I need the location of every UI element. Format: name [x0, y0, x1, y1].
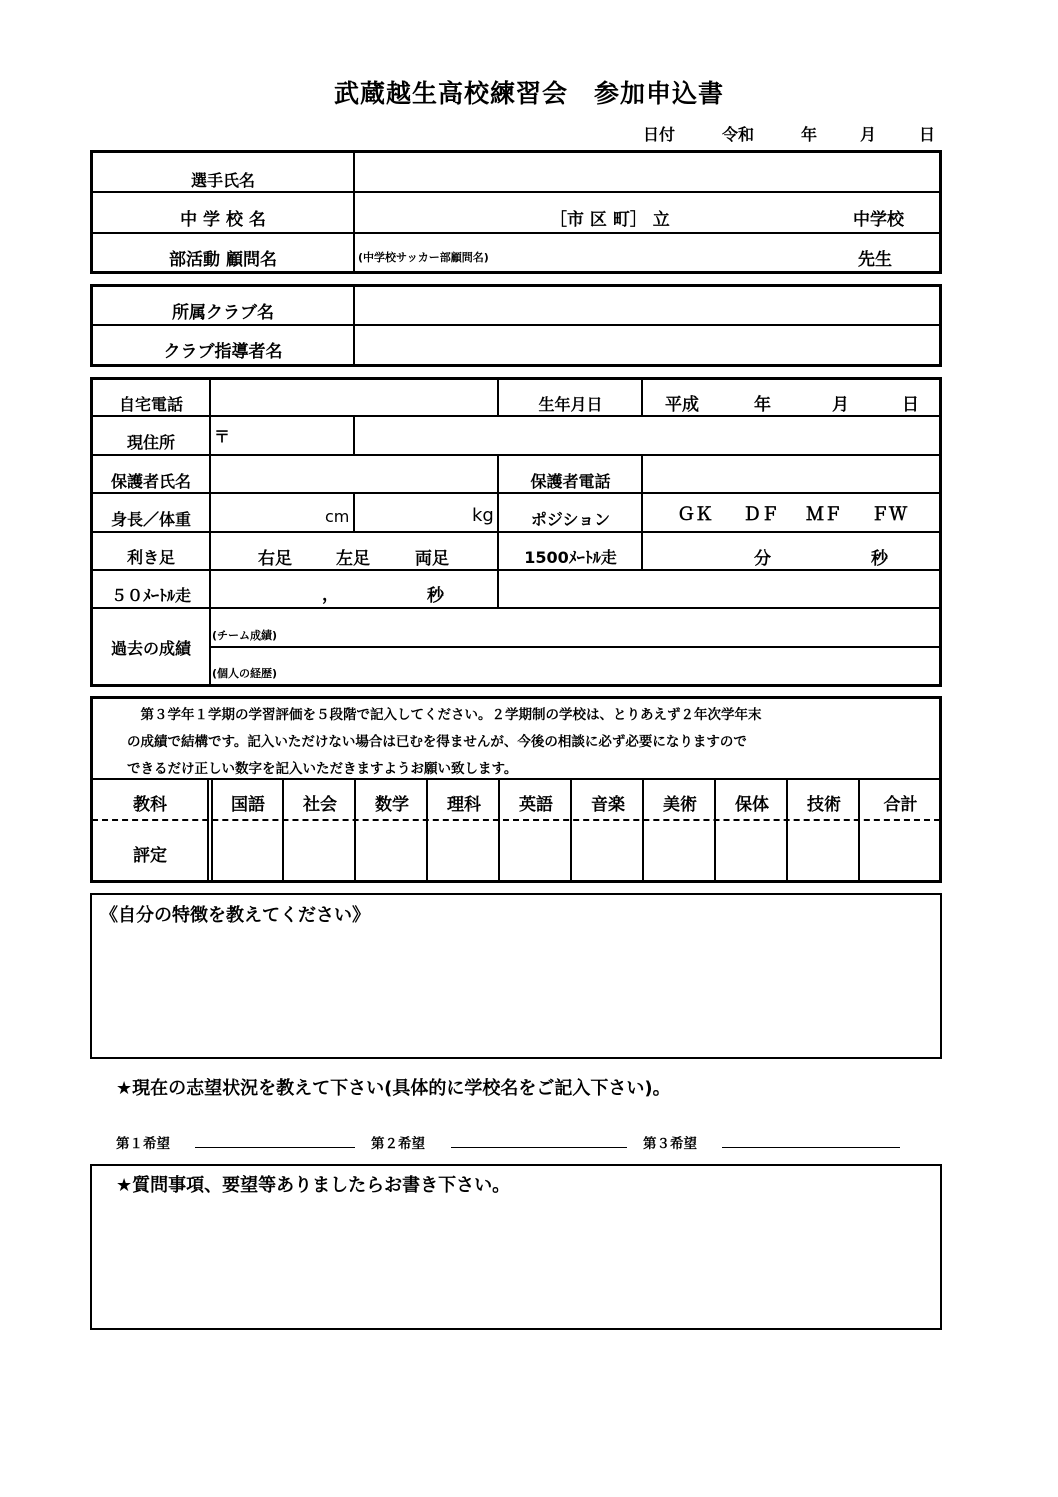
kg-unit: kg	[472, 505, 494, 526]
subject-total: 合計	[883, 795, 918, 815]
date-label: 日付	[643, 125, 676, 144]
grades-note-line-3: できるだけ正しい数字を記入いただきますようお願い致します。	[127, 761, 518, 777]
club-coach-label: クラブ指導者名	[163, 342, 283, 362]
club-coach-field[interactable]	[356, 327, 938, 363]
past-results-label: 過去の成績	[110, 639, 191, 658]
run1500-minutes: 分	[754, 549, 771, 569]
divider	[92, 607, 940, 609]
grades-note-line-2: の成績で結構です。記入いただけない場合は已むを得ませんが、今後の相談に必ず必要になりますので	[127, 734, 747, 750]
left-foot-option[interactable]: 左足	[336, 549, 370, 569]
birth-month: 月	[832, 395, 849, 415]
divider	[92, 778, 940, 780]
position-df[interactable]: ＤＦ	[743, 504, 779, 525]
wishes-heading: ★現在の志望状況を教えて下さい(具体的に学校名をご記入下さい)。	[116, 1078, 671, 1099]
subject-header: 教科	[133, 795, 167, 815]
address-label: 現住所	[126, 433, 175, 452]
school-name-label: 中 学 校 名	[180, 210, 266, 230]
rating-header: 評定	[133, 846, 167, 866]
divider	[92, 415, 940, 417]
position-mf[interactable]: ＭＦ	[806, 504, 842, 525]
divider	[353, 492, 355, 532]
home-phone-field[interactable]	[212, 381, 496, 414]
divider	[92, 324, 940, 326]
guardian-name-field[interactable]	[212, 457, 496, 490]
divider	[92, 492, 940, 494]
guardian-phone-field[interactable]	[644, 457, 938, 490]
advisor-suffix: 先生	[858, 250, 892, 270]
divider	[92, 191, 940, 193]
club-name-field[interactable]	[356, 288, 938, 322]
school-type: ［市 区 町］ 立	[550, 210, 670, 230]
school-suffix: 中学校	[853, 210, 904, 230]
grades-note-line-1: 第３学年１学期の学習評価を５段階で記入してください。２学期制の学校は、とりあえず２年次学年末	[127, 707, 762, 723]
divider	[92, 569, 940, 571]
birth-day: 日	[902, 395, 919, 415]
personal-history-label: (個人の経歴)	[212, 667, 278, 680]
features-label: 《自分の特徴を教えてください》	[100, 905, 370, 926]
subject-math: 数学	[375, 795, 409, 815]
advisor-label: 部活動 顧問名	[169, 250, 277, 270]
divider	[353, 415, 355, 455]
address-field[interactable]	[356, 418, 938, 452]
home-phone-label: 自宅電話	[118, 395, 183, 414]
birthdate-label: 生年月日	[538, 395, 603, 414]
subject-social: 社会	[303, 795, 337, 815]
wish-1-field[interactable]	[195, 1147, 355, 1148]
postal-mark: 〒	[214, 427, 231, 446]
page-title: 武蔵越生高校練習会 参加申込書	[333, 79, 724, 108]
run50-label: ５０ﾒｰﾄﾙ走	[110, 586, 191, 605]
position-gk[interactable]: ＧＫ	[677, 504, 713, 525]
birth-era: 平成	[665, 395, 699, 415]
questions-heading: ★質問事項、要望等ありましたらお書き下さい。	[116, 1175, 511, 1196]
date-year: 年	[801, 125, 818, 144]
player-name-label: 選手氏名	[190, 171, 255, 190]
divider	[92, 232, 940, 234]
date-month: 月	[860, 125, 877, 144]
subject-japanese: 国語	[231, 795, 265, 815]
wish-3-field[interactable]	[722, 1147, 900, 1148]
subject-tech: 技術	[807, 795, 841, 815]
subject-english: 英語	[519, 795, 553, 815]
run1500-seconds: 秒	[871, 549, 888, 569]
run1500-label: 1500ﾒｰﾄﾙ走	[524, 548, 617, 567]
team-results-label: (チーム成績)	[212, 629, 278, 642]
guardian-name-label: 保護者氏名	[110, 472, 191, 491]
player-name-field[interactable]	[356, 154, 938, 190]
position-fw[interactable]: ＦＷ	[871, 504, 907, 525]
wish-3-label: 第３希望	[643, 1136, 697, 1152]
cm-unit: cm	[325, 507, 350, 526]
position-label: ポジション	[530, 510, 611, 529]
divider	[210, 646, 940, 648]
birth-year: 年	[754, 395, 771, 415]
guardian-phone-label: 保護者電話	[530, 472, 611, 491]
advisor-note: (中学校サッカー部顧問名)	[358, 251, 489, 264]
height-weight-label: 身長／体重	[110, 510, 191, 529]
both-feet-option[interactable]: 両足	[415, 549, 449, 569]
subject-art: 美術	[663, 795, 697, 815]
subject-music: 音楽	[591, 795, 625, 815]
run50-seconds: 秒	[427, 586, 444, 606]
club-name-label: 所属クラブ名	[172, 303, 274, 323]
date-day: 日	[919, 125, 936, 144]
date-era: 令和	[722, 125, 755, 144]
wish-2-label: 第２希望	[371, 1136, 425, 1152]
subject-science: 理科	[447, 795, 481, 815]
right-foot-option[interactable]: 右足	[258, 549, 292, 569]
divider	[92, 531, 940, 533]
wish-1-label: 第１希望	[116, 1136, 170, 1152]
dominant-foot-label: 利き足	[126, 548, 175, 567]
run50-comma: ，	[322, 585, 339, 605]
wish-2-field[interactable]	[451, 1147, 627, 1148]
dashed-divider	[92, 819, 940, 821]
subject-pe: 保体	[735, 795, 769, 815]
divider	[92, 454, 940, 456]
